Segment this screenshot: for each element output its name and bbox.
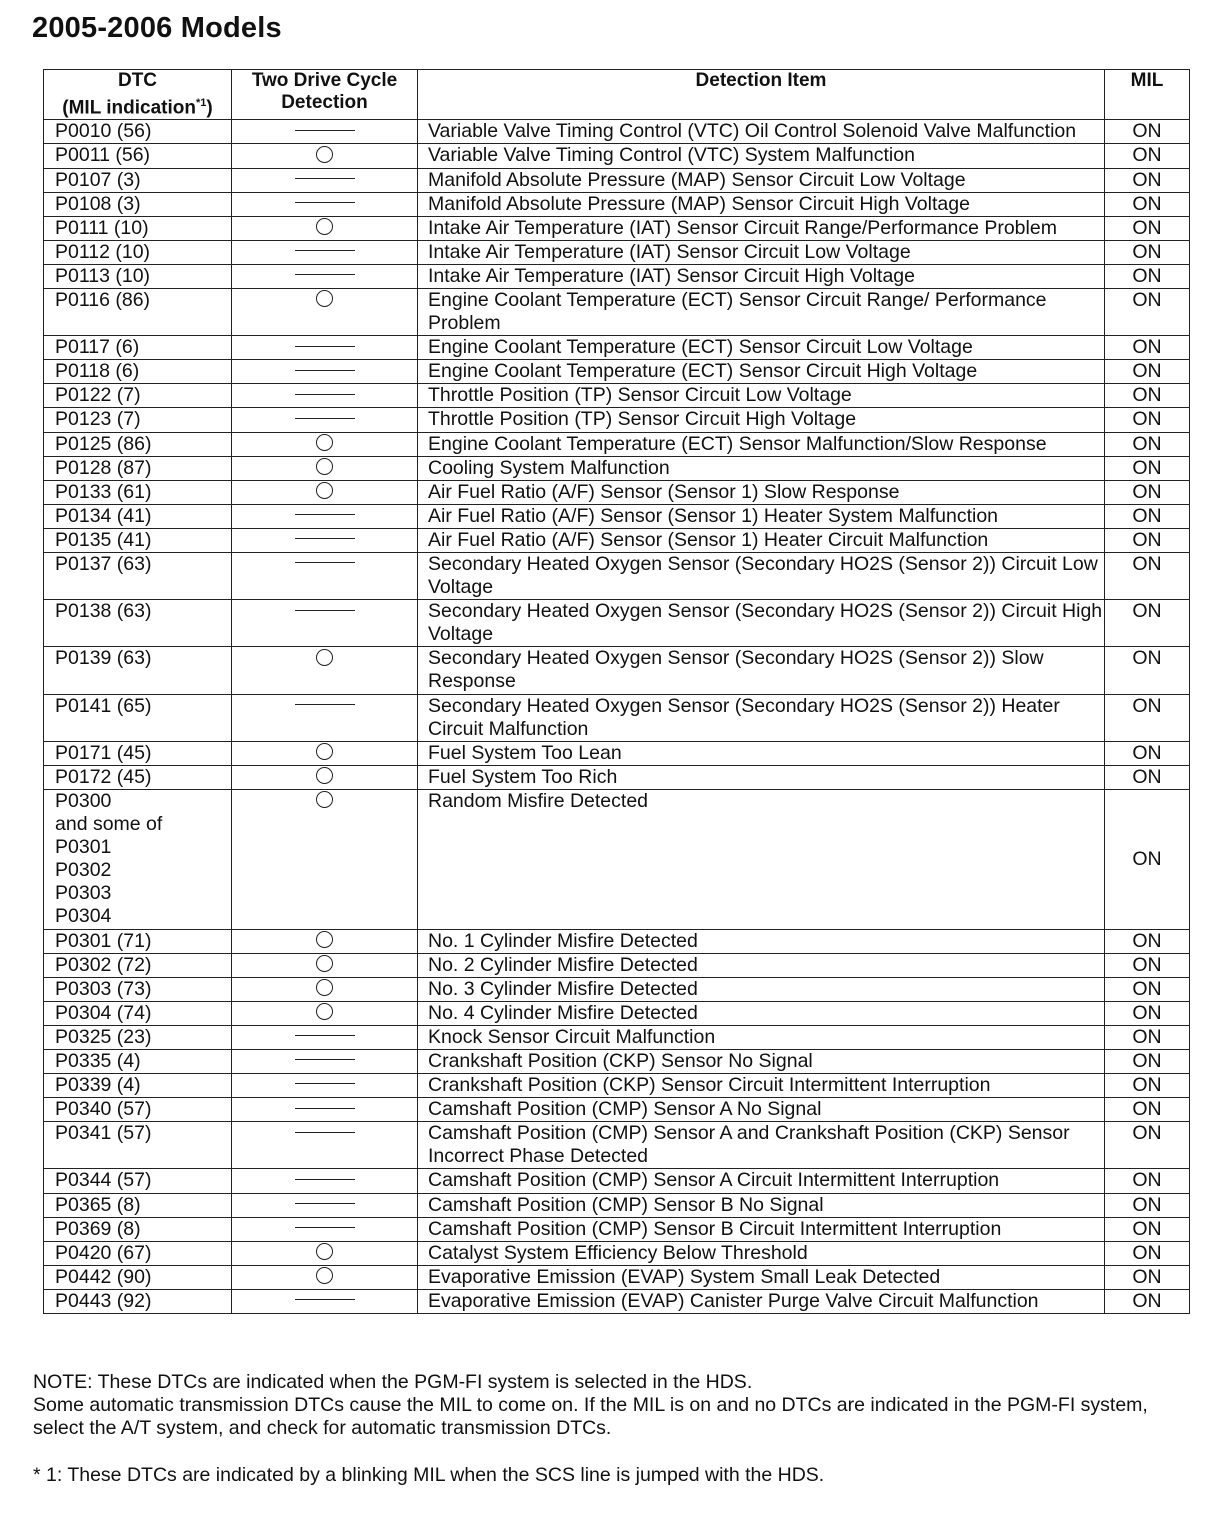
table-row <box>44 480 1190 504</box>
mil-cell: ON <box>1105 600 1190 647</box>
dtc-code-cell: P0117 (6) <box>44 336 232 360</box>
two-drive-cycle-cell <box>232 384 418 408</box>
two-drive-cycle-cell <box>232 432 418 456</box>
table-header-row <box>44 70 1190 120</box>
circle-icon <box>316 290 333 307</box>
two-drive-cycle-cell <box>232 1289 418 1313</box>
table-row <box>44 600 1190 647</box>
circle-icon <box>316 1003 333 1020</box>
dtc-code-cell: P0420 (67) <box>44 1241 232 1265</box>
mil-cell: ON <box>1105 789 1190 929</box>
detection-item-cell: Secondary Heated Oxygen Sensor (Secondary HO2S (Sensor 2)) Circuit High Voltage <box>418 600 1105 647</box>
dtc-code-cell: P0340 (57) <box>44 1098 232 1122</box>
dtc-code-cell: P0112 (10) <box>44 240 232 264</box>
two-drive-cycle-cell <box>232 1025 418 1049</box>
detection-item-cell: Intake Air Temperature (IAT) Sensor Circuit Range/Performance Problem <box>418 216 1105 240</box>
two-drive-cycle-cell <box>232 694 418 741</box>
two-drive-cycle-cell <box>232 1265 418 1289</box>
dtc-code-cell: P0365 (8) <box>44 1193 232 1217</box>
dtc-code-cell: P0141 (65) <box>44 694 232 741</box>
footnote: * 1: These DTCs are indicated by a blinking MIL when the SCS line is jumped with the HDS. <box>33 1464 825 1486</box>
mil-cell: ON <box>1105 288 1190 335</box>
detection-item-cell: No. 2 Cylinder Misfire Detected <box>418 953 1105 977</box>
detection-item-cell: No. 4 Cylinder Misfire Detected <box>418 1001 1105 1025</box>
dtc-code-cell: P0135 (41) <box>44 528 232 552</box>
table-row <box>44 144 1190 168</box>
dtc-code-cell: P0301 (71) <box>44 929 232 953</box>
dtc-code-cell: P0137 (63) <box>44 553 232 600</box>
table-row <box>44 1289 1190 1313</box>
table-row <box>44 1049 1190 1073</box>
dtc-code-cell: P0325 (23) <box>44 1025 232 1049</box>
table-row <box>44 1241 1190 1265</box>
detection-item-cell: Throttle Position (TP) Sensor Circuit High Voltage <box>418 408 1105 432</box>
two-drive-cycle-cell <box>232 504 418 528</box>
header-two-drive-cycle: Two Drive Cycle Detection <box>232 70 418 120</box>
detection-item-cell: Evaporative Emission (EVAP) System Small Leak Detected <box>418 1265 1105 1289</box>
mil-cell: ON <box>1105 1265 1190 1289</box>
dash-icon <box>295 346 355 347</box>
detection-item-cell: Engine Coolant Temperature (ECT) Sensor Circuit High Voltage <box>418 360 1105 384</box>
detection-item-cell: Engine Coolant Temperature (ECT) Sensor Circuit Range/ Performance Problem <box>418 288 1105 335</box>
table-row <box>44 288 1190 335</box>
table-row <box>44 384 1190 408</box>
dash-icon <box>295 1299 355 1300</box>
dtc-code-cell: P0303 (73) <box>44 977 232 1001</box>
two-drive-cycle-cell <box>232 216 418 240</box>
detection-item-cell: No. 3 Cylinder Misfire Detected <box>418 977 1105 1001</box>
detection-item-cell: Secondary Heated Oxygen Sensor (Secondary HO2S (Sensor 2)) Circuit Low Voltage <box>418 553 1105 600</box>
circle-icon <box>316 979 333 996</box>
dtc-code-cell: P0172 (45) <box>44 765 232 789</box>
mil-cell: ON <box>1105 144 1190 168</box>
mil-cell: ON <box>1105 168 1190 192</box>
dtc-code-cell: P0335 (4) <box>44 1049 232 1073</box>
mil-cell: ON <box>1105 528 1190 552</box>
table-row <box>44 240 1190 264</box>
mil-cell: ON <box>1105 1217 1190 1241</box>
two-drive-cycle-cell <box>232 360 418 384</box>
header-mil: MIL <box>1105 70 1190 120</box>
dash-icon <box>295 514 355 515</box>
mil-cell: ON <box>1105 1169 1190 1193</box>
detection-item-cell: Camshaft Position (CMP) Sensor A Circuit Intermittent Interruption <box>418 1169 1105 1193</box>
two-drive-cycle-cell <box>232 765 418 789</box>
dash-icon <box>295 370 355 371</box>
circle-icon <box>316 458 333 475</box>
detection-item-cell: Engine Coolant Temperature (ECT) Sensor Malfunction/Slow Response <box>418 432 1105 456</box>
table-row <box>44 929 1190 953</box>
mil-cell: ON <box>1105 1098 1190 1122</box>
two-drive-cycle-cell <box>232 600 418 647</box>
dash-icon <box>295 202 355 203</box>
mil-cell: ON <box>1105 953 1190 977</box>
table-row <box>44 432 1190 456</box>
mil-cell: ON <box>1105 408 1190 432</box>
detection-item-cell: Crankshaft Position (CKP) Sensor Circuit Intermittent Interruption <box>418 1074 1105 1098</box>
detection-item-cell: Intake Air Temperature (IAT) Sensor Circuit High Voltage <box>418 264 1105 288</box>
dtc-code-cell: P0138 (63) <box>44 600 232 647</box>
dash-icon <box>295 704 355 705</box>
table-row <box>44 192 1190 216</box>
mil-cell: ON <box>1105 977 1190 1001</box>
mil-cell: ON <box>1105 1193 1190 1217</box>
circle-icon <box>316 1267 333 1284</box>
dtc-code-cell: P0111 (10) <box>44 216 232 240</box>
detection-item-cell: Camshaft Position (CMP) Sensor B No Signal <box>418 1193 1105 1217</box>
dash-icon <box>295 130 355 131</box>
two-drive-cycle-cell <box>232 192 418 216</box>
header-detection-item: Detection Item <box>418 70 1105 120</box>
dtc-code-cell: P0442 (90) <box>44 1265 232 1289</box>
dtc-code-cell: P0107 (3) <box>44 168 232 192</box>
two-drive-cycle-cell <box>232 528 418 552</box>
dtc-code-cell: P0123 (7) <box>44 408 232 432</box>
two-drive-cycle-cell <box>232 1098 418 1122</box>
mil-cell: ON <box>1105 1049 1190 1073</box>
dash-icon <box>295 1227 355 1228</box>
dash-icon <box>295 1132 355 1133</box>
two-drive-cycle-cell <box>232 336 418 360</box>
dtc-code-cell: P0116 (86) <box>44 288 232 335</box>
table-row <box>44 1193 1190 1217</box>
detection-item-cell: Cooling System Malfunction <box>418 456 1105 480</box>
table-row <box>44 694 1190 741</box>
detection-item-cell: Manifold Absolute Pressure (MAP) Sensor Circuit High Voltage <box>418 192 1105 216</box>
detection-item-cell: Variable Valve Timing Control (VTC) Oil Control Solenoid Valve Malfunction <box>418 120 1105 144</box>
detection-item-cell: Engine Coolant Temperature (ECT) Sensor Circuit Low Voltage <box>418 336 1105 360</box>
two-drive-cycle-cell <box>232 977 418 1001</box>
dash-icon <box>295 1179 355 1180</box>
dtc-code-cell: P0443 (92) <box>44 1289 232 1313</box>
table-row <box>44 1122 1190 1169</box>
two-drive-cycle-cell <box>232 264 418 288</box>
header-dtc: DTC (MIL indication$^{*1}$) <box>44 70 232 120</box>
circle-icon <box>316 146 333 163</box>
dtc-code-cell: P0304 (74) <box>44 1001 232 1025</box>
detection-item-cell: Evaporative Emission (EVAP) Canister Purge Valve Circuit Malfunction <box>418 1289 1105 1313</box>
dtc-code-cell: P0369 (8) <box>44 1217 232 1241</box>
two-drive-cycle-cell <box>232 480 418 504</box>
dtc-code-cell: P0339 (4) <box>44 1074 232 1098</box>
circle-icon <box>316 434 333 451</box>
table-row <box>44 953 1190 977</box>
detection-item-cell: Catalyst System Efficiency Below Threshold <box>418 1241 1105 1265</box>
page-title: 2005-2006 Models <box>32 12 282 44</box>
table-row <box>44 1265 1190 1289</box>
table-row <box>44 336 1190 360</box>
mil-cell: ON <box>1105 765 1190 789</box>
detection-item-cell: Variable Valve Timing Control (VTC) System Malfunction <box>418 144 1105 168</box>
dash-icon <box>295 1108 355 1109</box>
detection-item-cell: Secondary Heated Oxygen Sensor (Secondary HO2S (Sensor 2)) Slow Response <box>418 647 1105 694</box>
dash-icon <box>295 1203 355 1204</box>
dtc-table <box>43 69 1190 1314</box>
two-drive-cycle-cell <box>232 1241 418 1265</box>
circle-icon <box>316 791 333 808</box>
dtc-code-cell: P0134 (41) <box>44 504 232 528</box>
table-row <box>44 168 1190 192</box>
mil-cell: ON <box>1105 1289 1190 1313</box>
dash-icon <box>295 250 355 251</box>
table-row <box>44 1098 1190 1122</box>
two-drive-cycle-cell <box>232 144 418 168</box>
detection-item-cell: Air Fuel Ratio (A/F) Sensor (Sensor 1) Slow Response <box>418 480 1105 504</box>
dash-icon <box>295 610 355 611</box>
table-row <box>44 1217 1190 1241</box>
detection-item-cell: Crankshaft Position (CKP) Sensor No Signal <box>418 1049 1105 1073</box>
table-row <box>44 741 1190 765</box>
detection-item-cell: Fuel System Too Rich <box>418 765 1105 789</box>
dtc-code-cell: P0302 (72) <box>44 953 232 977</box>
two-drive-cycle-cell <box>232 1122 418 1169</box>
dash-icon <box>295 1083 355 1084</box>
dash-icon <box>295 562 355 563</box>
mil-cell: ON <box>1105 1122 1190 1169</box>
mil-cell: ON <box>1105 384 1190 408</box>
table-row <box>44 504 1190 528</box>
mil-cell: ON <box>1105 360 1190 384</box>
two-drive-cycle-cell <box>232 456 418 480</box>
dtc-code-cell: P0125 (86) <box>44 432 232 456</box>
table-row <box>44 408 1190 432</box>
dtc-code-cell: P0010 (56) <box>44 120 232 144</box>
mil-cell: ON <box>1105 480 1190 504</box>
two-drive-cycle-cell <box>232 408 418 432</box>
table-row <box>44 1001 1190 1025</box>
detection-item-cell: Air Fuel Ratio (A/F) Sensor (Sensor 1) Heater System Malfunction <box>418 504 1105 528</box>
table-row <box>44 1169 1190 1193</box>
table-row <box>44 120 1190 144</box>
mil-cell: ON <box>1105 240 1190 264</box>
note-line-1: NOTE: These DTCs are indicated when the PGM-FI system is selected in the HDS. <box>33 1371 753 1393</box>
dtc-code-cell: P0113 (10) <box>44 264 232 288</box>
two-drive-cycle-cell <box>232 1049 418 1073</box>
dash-icon <box>295 538 355 539</box>
mil-cell: ON <box>1105 336 1190 360</box>
two-drive-cycle-cell <box>232 647 418 694</box>
mil-cell: ON <box>1105 741 1190 765</box>
detection-item-cell: Knock Sensor Circuit Malfunction <box>418 1025 1105 1049</box>
two-drive-cycle-cell <box>232 1193 418 1217</box>
circle-icon <box>316 482 333 499</box>
dtc-code-cell: P0133 (61) <box>44 480 232 504</box>
dtc-code-cell: P0118 (6) <box>44 360 232 384</box>
table-row <box>44 456 1190 480</box>
two-drive-cycle-cell <box>232 120 418 144</box>
dash-icon <box>295 274 355 275</box>
circle-icon <box>316 955 333 972</box>
table-row <box>44 977 1190 1001</box>
dtc-code-cell: P0122 (7) <box>44 384 232 408</box>
table-row <box>44 765 1190 789</box>
mil-cell: ON <box>1105 264 1190 288</box>
detection-item-cell: Camshaft Position (CMP) Sensor A No Signal <box>418 1098 1105 1122</box>
dash-icon <box>295 418 355 419</box>
circle-icon <box>316 1243 333 1260</box>
two-drive-cycle-cell <box>232 1074 418 1098</box>
mil-cell: ON <box>1105 120 1190 144</box>
mil-cell: ON <box>1105 1074 1190 1098</box>
detection-item-cell: Air Fuel Ratio (A/F) Sensor (Sensor 1) Heater Circuit Malfunction <box>418 528 1105 552</box>
mil-cell: ON <box>1105 929 1190 953</box>
table-row <box>44 1074 1190 1098</box>
mil-cell: ON <box>1105 432 1190 456</box>
circle-icon <box>316 931 333 948</box>
dtc-code-cell: P0139 (63) <box>44 647 232 694</box>
dtc-code-cell: P0171 (45) <box>44 741 232 765</box>
two-drive-cycle-cell <box>232 953 418 977</box>
mil-cell: ON <box>1105 1001 1190 1025</box>
circle-icon <box>316 767 333 784</box>
mil-cell: ON <box>1105 553 1190 600</box>
mil-cell: ON <box>1105 1241 1190 1265</box>
detection-item-cell: Secondary Heated Oxygen Sensor (Secondary HO2S (Sensor 2)) Heater Circuit Malfunction <box>418 694 1105 741</box>
dtc-code-cell: P0011 (56) <box>44 144 232 168</box>
mil-cell: ON <box>1105 694 1190 741</box>
table-row <box>44 1025 1190 1049</box>
two-drive-cycle-cell <box>232 168 418 192</box>
two-drive-cycle-cell <box>232 789 418 929</box>
two-drive-cycle-cell <box>232 553 418 600</box>
detection-item-cell: Intake Air Temperature (IAT) Sensor Circuit Low Voltage <box>418 240 1105 264</box>
two-drive-cycle-cell <box>232 288 418 335</box>
table-row <box>44 360 1190 384</box>
two-drive-cycle-cell <box>232 741 418 765</box>
two-drive-cycle-cell <box>232 929 418 953</box>
detection-item-cell: Manifold Absolute Pressure (MAP) Sensor Circuit Low Voltage <box>418 168 1105 192</box>
mil-cell: ON <box>1105 216 1190 240</box>
mil-cell: ON <box>1105 192 1190 216</box>
dash-icon <box>295 1059 355 1060</box>
dtc-code-cell: P0344 (57) <box>44 1169 232 1193</box>
detection-item-cell: No. 1 Cylinder Misfire Detected <box>418 929 1105 953</box>
two-drive-cycle-cell <box>232 1217 418 1241</box>
note-line-2: Some automatic transmission DTCs cause the MIL to come on. If the MIL is on and no DTCs are indicated in the PGM-FI system, select the A/T system, and check for automatic transmission DTCs. <box>33 1394 1148 1439</box>
two-drive-cycle-cell <box>232 1001 418 1025</box>
mil-cell: ON <box>1105 456 1190 480</box>
dash-icon <box>295 394 355 395</box>
table-row <box>44 789 1190 929</box>
detection-item-cell: Camshaft Position (CMP) Sensor A and Crankshaft Position (CKP) Sensor Incorrect Phase Detected <box>418 1122 1105 1169</box>
detection-item-cell: Camshaft Position (CMP) Sensor B Circuit Intermittent Interruption <box>418 1217 1105 1241</box>
table-row <box>44 264 1190 288</box>
detection-item-cell: Fuel System Too Lean <box>418 741 1105 765</box>
circle-icon <box>316 743 333 760</box>
dash-icon <box>295 1035 355 1036</box>
table-row <box>44 528 1190 552</box>
dash-icon <box>295 178 355 179</box>
dtc-code-cell: P0108 (3) <box>44 192 232 216</box>
table-row <box>44 647 1190 694</box>
detection-item-cell: Throttle Position (TP) Sensor Circuit Low Voltage <box>418 384 1105 408</box>
dtc-code-cell: P0341 (57) <box>44 1122 232 1169</box>
circle-icon <box>316 218 333 235</box>
circle-icon <box>316 649 333 666</box>
dtc-code-cell: P0300 and some of P0301 P0302 P0303 P0304 <box>44 789 232 929</box>
mil-cell: ON <box>1105 1025 1190 1049</box>
two-drive-cycle-cell <box>232 240 418 264</box>
table-row <box>44 216 1190 240</box>
dtc-code-cell: P0128 (87) <box>44 456 232 480</box>
notes <box>33 1371 1193 1440</box>
detection-item-cell: Random Misfire Detected <box>418 789 1105 929</box>
two-drive-cycle-cell <box>232 1169 418 1193</box>
mil-cell: ON <box>1105 647 1190 694</box>
mil-cell: ON <box>1105 504 1190 528</box>
table-row <box>44 553 1190 600</box>
